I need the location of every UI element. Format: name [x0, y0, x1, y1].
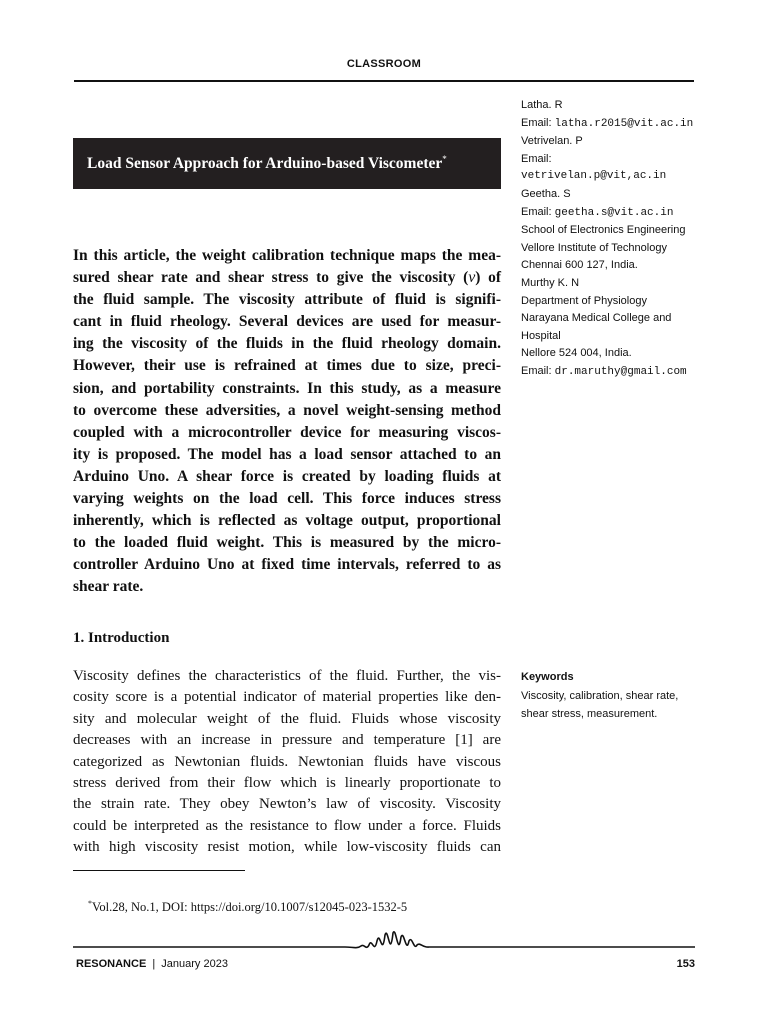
footnote-rule: [73, 870, 245, 871]
abstract-line: sured shear rate and shear stress to give the viscosity (v) of: [73, 269, 501, 287]
abstract-line: controller Arduino Uno at fixed time intervals, referred to as: [73, 556, 501, 574]
body-line: the strain rate. They obey Newton’s law of viscosity. Viscosity: [73, 796, 501, 813]
author-email-row: [521, 363, 721, 382]
abstract-line: the fluid sample. The viscosity attribute of fluid is signifi-: [73, 291, 501, 309]
abstract-line: inherently, which is reflected as voltage output, proportional: [73, 512, 501, 530]
abstract-line: ity is proposed. The model has a load sensor attached to an: [73, 445, 501, 463]
footnote: [88, 899, 407, 915]
keywords-list: [521, 688, 721, 723]
author-name: Vetrivelan. P: [521, 135, 583, 148]
affiliation-line: Chennai 600 127, India.: [521, 259, 638, 272]
introduction-body: [73, 666, 501, 859]
abstract-line: coupled with a microcontroller device for measuring viscos-: [73, 423, 501, 441]
author-name: Geetha. S: [521, 187, 571, 200]
abstract-line: In this article, the weight calibration technique maps the mea-: [73, 247, 501, 264]
abstract-line: ing the viscosity of the fluids in the fluid rheology domain.: [73, 335, 501, 353]
affiliation-line: Narayana Medical College and: [521, 312, 672, 325]
email-label: Email:: [521, 152, 552, 165]
body-line: with high viscosity resist motion, while low-viscosity fluids can: [73, 839, 501, 856]
author-email[interactable]: dr.maruthy@gmail.com: [554, 365, 687, 378]
body-line: could be interpreted as the resistance to flow under a force. Fluids: [73, 817, 501, 834]
author-name: Latha. R: [521, 99, 563, 111]
body-line: categorized as Newtonian fluids. Newtonian fluids have viscous: [73, 753, 501, 770]
affiliation-line: Hospital: [521, 329, 561, 342]
keywords-title: Keywords: [521, 671, 574, 683]
keywords-line: Viscosity, calibration, shear rate,: [521, 690, 679, 702]
affiliation-line: Nellore 524 004, India.: [521, 347, 632, 360]
article-title-banner: [73, 138, 501, 189]
body-line: cosity score is a potential indicator of material properties like den-: [73, 689, 501, 706]
abstract-line: sion, and portability constraints. In this study, as a measure: [73, 379, 501, 397]
abstract: [73, 245, 501, 599]
author-email[interactable]: vetrivelan.p@vit,ac.in: [521, 170, 667, 183]
header-rule: [74, 80, 694, 82]
affiliation-line: School of Electronics Engineering: [521, 224, 686, 237]
body-line: stress derived from their flow which is linearly proportionate to: [73, 774, 501, 791]
page-number: 153: [676, 958, 695, 970]
author-email-row: [521, 115, 721, 134]
body-line: Viscosity defines the characteristics of the fluid. Further, the vis-: [73, 668, 501, 684]
email-label: Email:: [521, 364, 555, 377]
title-footnote-marker: *: [442, 153, 447, 164]
abstract-line: to overcome these adversities, a novel weight-sensing method: [73, 401, 501, 419]
footer-journal: [76, 958, 228, 970]
affiliation-line: Vellore Institute of Technology: [521, 241, 667, 254]
section-heading: 1. Introduction: [73, 630, 170, 646]
section-label: CLASSROOM: [346, 58, 422, 70]
abstract-line: Arduino Uno. A shear force is created by loading fluids at: [73, 467, 501, 485]
footnote-text[interactable]: Vol.28, No.1, DOI: https://doi.org/10.1007/s12045-023-1532-5: [92, 900, 408, 915]
email-label: Email:: [521, 205, 555, 218]
abstract-line: However, their use is refrained at times due to size, preci-: [73, 357, 501, 375]
footer-wave-divider: [73, 925, 695, 961]
footer-separator: |: [152, 958, 156, 970]
body-line: decreases with an increase in pressure and temperature [1] are: [73, 732, 501, 749]
journal-name: RESONANCE: [76, 958, 147, 970]
author-email[interactable]: geetha.s@vit.ac.in: [554, 206, 674, 219]
affiliation-line: Department of Physiology: [521, 294, 647, 307]
footnote-marker: *: [88, 899, 92, 908]
article-title-text: Load Sensor Approach for Arduino-based Viscometer: [87, 155, 443, 173]
abstract-line: to the loaded fluid weight. This is measured by the micro-: [73, 534, 501, 552]
body-line: sity and molecular weight of the fluid. Fluids whose viscosity: [73, 710, 501, 727]
abstract-line: shear rate.: [73, 578, 144, 596]
article-title: [73, 154, 447, 173]
author-email[interactable]: latha.r2015@vit.ac.in: [554, 117, 694, 130]
author-block: [521, 97, 721, 382]
abstract-line: varying weights on the load cell. This force induces stress: [73, 490, 501, 508]
abstract-line: cant in fluid rheology. Several devices are used for measur-: [73, 313, 501, 331]
keywords-line: shear stress, measurement.: [521, 707, 658, 720]
issue-date: January 2023: [161, 958, 228, 970]
author-name: Murthy K. N: [521, 276, 580, 289]
author-email-row: [521, 204, 721, 223]
email-label: Email:: [521, 116, 555, 129]
